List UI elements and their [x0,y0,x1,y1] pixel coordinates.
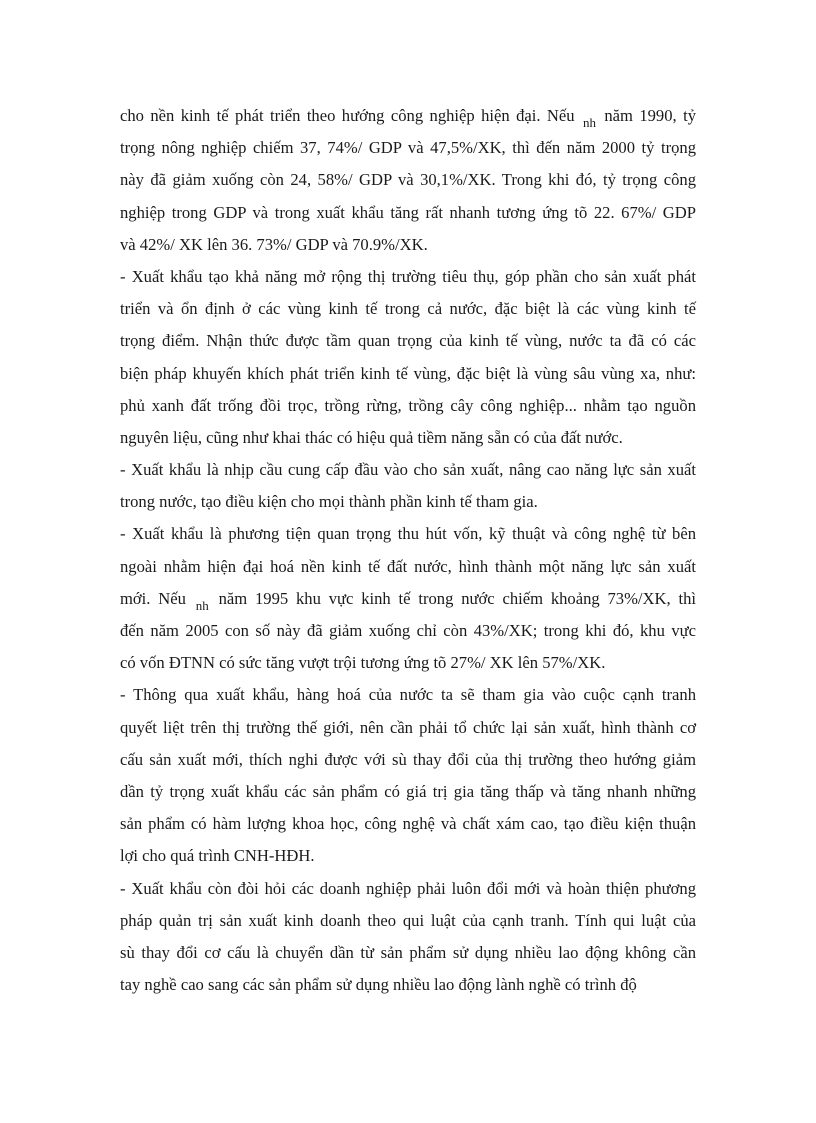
text-line [120,197,696,229]
line-text: quyết liệt trên thị trường thế giới, nên cần phải tổ chức lại sản xuất, hình thành cơ [120,717,696,737]
line-text: có vốn ĐTNN có sức tăng vượt trội tương ứng tõ 27%/ XK lên 57%/XK. [120,653,606,673]
text-line [120,873,696,905]
text-line [120,905,696,937]
line-text: - Xuất khẩu tạo khả năng mở rộng thị trường tiêu thụ, góp phần cho sản xuất phát [120,266,696,286]
text-line [120,261,696,293]
line-text: - Xuất khẩu là nhịp cầu cung cấp đầu vào cho sản xuất, nâng cao năng lực sản xuất [120,460,696,480]
line-text: trọng nông nghiệp chiếm 37, 74%/ GDP và 47,5%/XK, thì đến năm 2000 tỷ trọng [120,138,696,158]
text-line [120,293,696,325]
text-line [120,132,696,164]
text-line [120,100,696,132]
line-text-continued: năm 1995 khu vực kinh tế trong nước chiếm khoảng 73%/XK, thì [210,588,696,608]
line-text: trong nước, tạo điều kiện cho mọi thành phần kinh tế tham gia. [120,492,538,512]
line-text: và 42%/ XK lên 36. 73%/ GDP và 70.9%/XK. [120,234,428,254]
line-text: sản phẩm có hàm lượng khoa học, công nghệ và chất xám cao, tạo điều kiện thuận [120,814,696,834]
line-text: trọng điểm. Nhận thức được tầm quan trọng của kinh tế vùng, nước ta đã có các [120,331,696,351]
text-line [120,518,696,550]
line-text: cấu sản xuất mới, thích nghi được với sù thay đổi của thị trường theo hướng giảm [120,749,696,769]
text-line [120,325,696,357]
text-line [120,551,696,583]
line-text: biện pháp khuyến khích phát triển kinh tế vùng, đặc biệt là vùng sâu vùng xa, như: [120,363,696,383]
line-text: này đã giảm xuống còn 24, 58%/ GDP và 30,1%/XK. Trong khi đó, tỷ trọng công [120,170,696,190]
text-line [120,744,696,776]
line-text: phủ xanh đất trống đồi trọc, trồng rừng, trồng cây công nghiệp... nhằm tạo nguồn [120,395,696,415]
text-line [120,422,696,454]
text-line [120,647,696,679]
line-text: - Thông qua xuất khẩu, hàng hoá của nước ta sẽ tham gia vào cuộc cạnh tranh [120,685,696,705]
text-line [120,454,696,486]
line-text: mới. Nếu [120,588,194,608]
text-line [120,390,696,422]
text-line [120,615,696,647]
text-line [120,840,696,872]
line-text: nghiệp trong GDP và trong xuất khẩu tăng rất nhanh tương ứng tõ 22. 67%/ GDP [120,202,696,222]
line-text: sù thay đổi cơ cấu là chuyển dần từ sản phẩm sử dụng nhiều lao động không cần [120,942,696,962]
line-text: - Xuất khẩu là phương tiện quan trọng thu hút vốn, kỹ thuật và công nghệ từ bên [120,524,696,544]
line-text: pháp quản trị sản xuất kinh doanh theo qui luật của cạnh tranh. Tính qui luật của [120,910,696,930]
line-text: đến năm 2005 con số này đã giảm xuống chỉ còn 43%/XK; trong khi đó, khu vực [120,621,696,640]
line-text: - Xuất khẩu còn đòi hỏi các doanh nghiệp phải luôn đổi mới và hoàn thiện phương [120,878,696,898]
subscript-text: nh [195,597,209,613]
text-line [120,776,696,808]
subscript-text: nh [582,115,596,130]
line-text: cho nền kinh tế phát triển theo hướng công nghiệp hiện đại. Nếu [120,106,581,125]
text-line [120,937,696,969]
line-text-continued: năm 1990, tỷ [597,106,696,125]
text-line [120,969,696,1001]
text-line [120,712,696,744]
line-text: nguyên liệu, cũng như khai thác có hiệu quả tiềm năng sẵn có của đất nước. [120,427,623,447]
body-text [120,100,696,1001]
text-line [120,679,696,711]
line-text: triển và ổn định ở các vùng kinh tế trong cả nước, đặc biệt là các vùng kinh tế [120,299,696,319]
text-line [120,229,696,261]
line-text: dần tỷ trọng xuất khẩu các sản phẩm có giá trị gia tăng thấp và tăng nhanh những [120,781,696,801]
text-line [120,164,696,196]
line-text: tay nghề cao sang các sản phẩm sử dụng nhiều lao động lành nghề có trình độ [120,975,637,995]
text-line [120,583,696,615]
text-line [120,486,696,518]
text-line [120,808,696,840]
line-text: ngoài nhằm hiện đại hoá nền kinh tế đất nước, hình thành một năng lực sản xuất [120,556,696,576]
text-line [120,358,696,390]
line-text: lợi cho quá trình CNH-HĐH. [120,846,315,866]
